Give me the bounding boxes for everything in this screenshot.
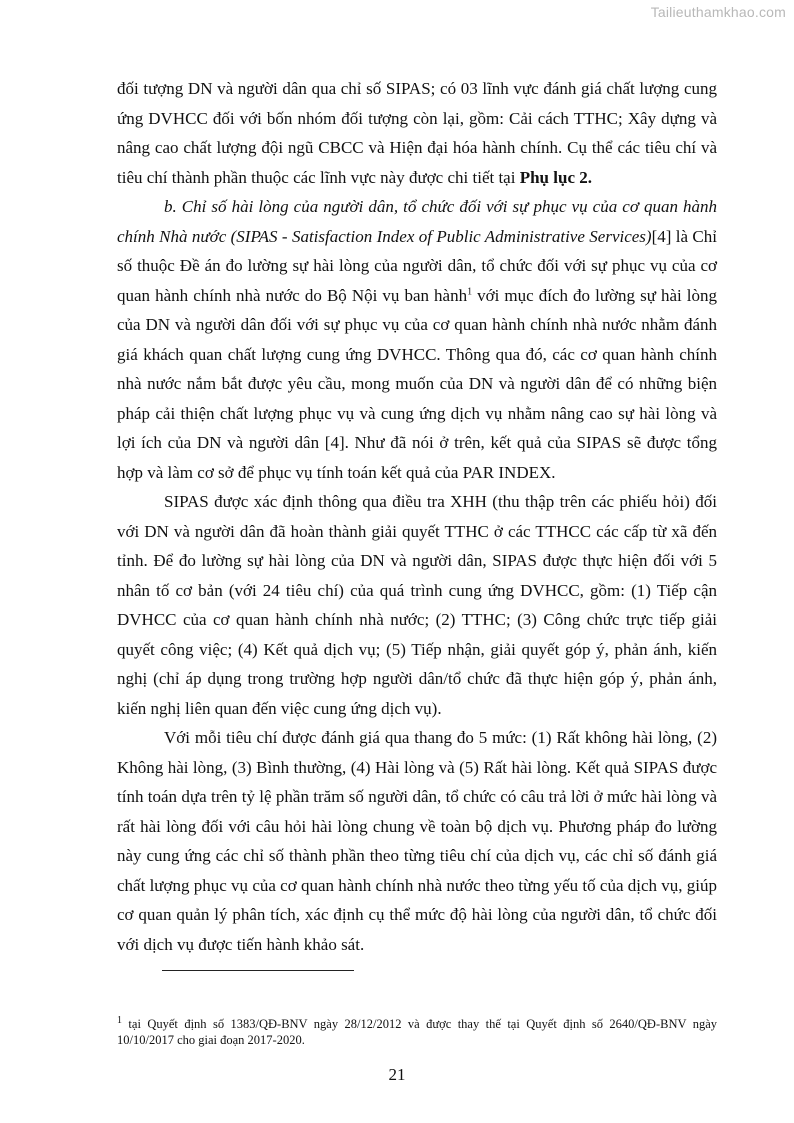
paragraph-2-text-b: với mục đích đo lường sự hài lòng của DN và người dân đối với sự phục vụ của cơ quan hành chính nhà nước nhằm đánh giá khách quan chất lượng cung ứng DVHCC. Thông qua đó, các cơ quan hành chính nhà nước nắm bắt được yêu cầu, mong muốn của DN và người dân để có những biện pháp cải thiện chất lượng phục vụ và cung ứng dịch vụ nhằm nâng cao sự hài lòng và lợi ích của DN và người dân [4]. Như đã nói ở trên, kết quả của SIPAS sẽ được tổng hợp và làm cơ sở để phục vụ tính toán kết quả của PAR INDEX. (117, 285, 717, 482)
body-text (117, 74, 717, 959)
footnote (117, 1016, 717, 1048)
footnote-marker: 1 (467, 285, 473, 297)
page-number: 21 (388, 1065, 406, 1084)
paragraph-4: Với mỗi tiêu chí được đánh giá qua thang đo 5 mức: (1) Rất không hài lòng, (2) Không hài lòng, (3) Bình thường, (4) Hài lòng và (5) Rất hài lòng. Kết quả SIPAS được tính toán dựa trên tỷ lệ phần trăm số người dân, tổ chức có câu trả lời ở mức hài lòng và rất hài lòng đối với câu hỏi hài lòng chung về toàn bộ dịch vụ. Phương pháp đo lường này cung ứng các chỉ số thành phần theo từng tiêu chí của dịch vụ, các chỉ số đánh giá chất lượng phục vụ của cơ quan hành chính nhà nước theo từng yếu tố của dịch vụ, giúp cơ quan quản lý phân tích, xác định cụ thể mức độ hài lòng của người dân, tổ chức đối với dịch vụ được tiến hành khảo sát. (117, 728, 717, 954)
paragraph-2 (117, 192, 717, 487)
paragraph-1-text: đối tượng DN và người dân qua chỉ số SIPAS; có 03 lĩnh vực đánh giá chất lượng cung ứng DVHCC đối với bốn nhóm đối tượng còn lại, gồm: Cải cách TTHC; Xây dựng và nâng cao chất lượng đội ngũ CBCC và Hiện đại hóa hành chính. Cụ thể các tiêu chí và tiêu chí thành phần thuộc các lĩnh vực này được chi tiết tại (117, 79, 717, 187)
sipas-heading: b. Chỉ số hài lòng của người dân, tổ chức đối với sự phục vụ của cơ quan hành chính Nhà nước (SIPAS - Satisfaction Index of Public Administrative Services) (117, 197, 717, 246)
paragraph-2-text-a: [4] là Chỉ số thuộc Đề án đo lường sự hài lòng của người dân, tổ chức đối với sự phục vụ của cơ quan hành chính nhà nước do Bộ Nội vụ ban hành (117, 226, 717, 305)
footnote-number: 1 (117, 1014, 122, 1026)
appendix-reference: Phụ lục 2. (519, 167, 592, 187)
paragraph-1 (117, 74, 717, 192)
watermark: Tailieuthamkhao.com (650, 4, 786, 20)
paragraph-3: SIPAS được xác định thông qua điều tra XHH (thu thập trên các phiếu hỏi) đối với DN và người dân đã hoàn thành giải quyết TTHC ở các TTHCC các cấp từ xã đến tỉnh. Để đo lường sự hài lòng của DN và người dân, SIPAS được thực hiện đối với 5 nhân tố cơ bản (với 24 tiêu chí) của quá trình cung ứng DVHCC, gồm: (1) Tiếp cận DVHCC của cơ quan hành chính nhà nước; (2) TTHC; (3) Công chức trực tiếp giải quyết công việc; (4) Kết quả dịch vụ; (5) Tiếp nhận, giải quyết góp ý, phản ánh, kiến nghị (chỉ áp dụng trong trường hợp người dân/tổ chức đã thực hiện góp ý, phản ánh, kiến nghị liên quan đến việc cung ứng dịch vụ). (117, 492, 717, 718)
footnote-divider (162, 970, 354, 971)
footnote-text: tại Quyết định số 1383/QĐ-BNV ngày 28/12/2012 và được thay thế tại Quyết định số 2640/QĐ-BNV ngày 10/10/2017 cho giai đoạn 2017-2020. (117, 1017, 717, 1047)
